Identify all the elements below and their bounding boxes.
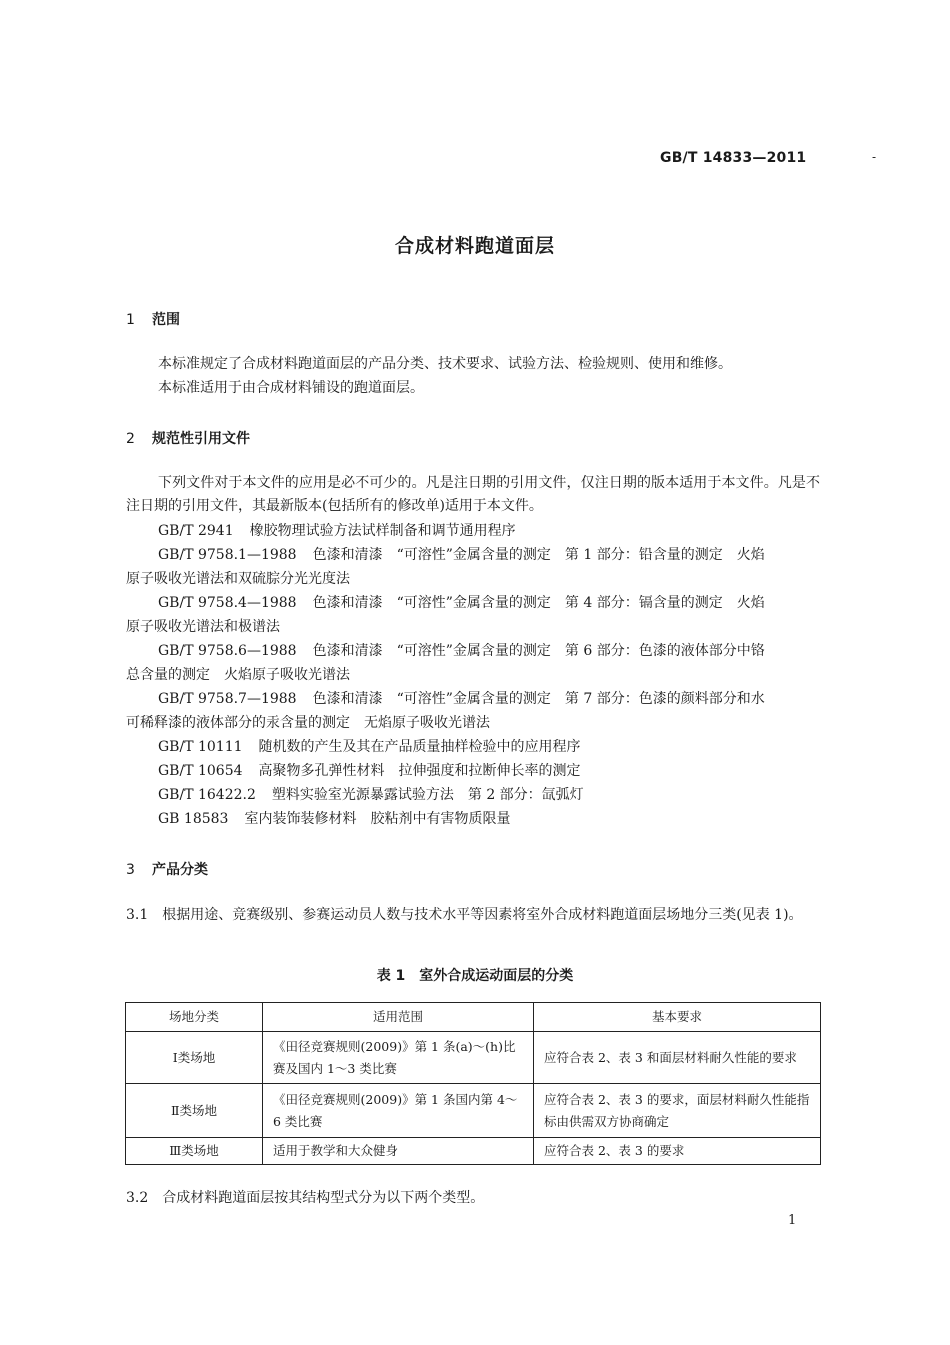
reference-continuation: 原子吸收光谱法和双硫腙分光光度法 — [126, 571, 350, 587]
table-row — [126, 1138, 821, 1165]
section-3-heading — [126, 859, 208, 879]
table-cell: Ⅱ类场地 — [126, 1084, 263, 1138]
table-cell: 适用于教学和大众健身 — [263, 1138, 534, 1165]
reference-code: GB/T 16422.2 — [158, 787, 256, 803]
standard-code: GB/T 14833—2011 — [660, 150, 807, 166]
clause-text: 根据用途、竞赛级别、参赛运动员人数与技术水平等因素将室外合成材料跑道面层场地分三类(见表 1)。 — [162, 907, 803, 923]
reference-item — [158, 735, 581, 759]
reference-item — [158, 591, 765, 615]
reference-code: GB/T 9758.1—1988 — [158, 547, 297, 563]
section-title: 规范性引用文件 — [152, 431, 250, 447]
reference-code: GB/T 2941 — [158, 523, 234, 539]
column-header: 基本要求 — [534, 1003, 821, 1032]
document-title: 合成材料跑道面层 — [394, 235, 555, 257]
reference-code: GB 18583 — [158, 811, 229, 827]
table-cell: 《田径竞赛规则(2009)》第 1 条国内第 4～6 类比赛 — [263, 1084, 534, 1138]
reference-item — [158, 639, 765, 663]
table-cell: 应符合表 2、表 3 和面层材料耐久性能的要求 — [534, 1032, 821, 1084]
reference-title: 色漆和清漆 “可溶性”金属含量的测定 第 4 部分：镉含量的测定 火焰 — [312, 595, 765, 611]
reference-continuation: 原子吸收光谱法和极谱法 — [126, 619, 280, 635]
reference-item — [158, 687, 765, 711]
table-row — [126, 1084, 821, 1138]
classification-table — [125, 1002, 821, 1165]
reference-item — [158, 783, 584, 807]
corner-mark: - — [872, 150, 877, 164]
table-cell: 《田径竞赛规则(2009)》第 1 条(a)～(h)比赛及国内 1～3 类比赛 — [263, 1032, 534, 1084]
reference-item — [158, 519, 516, 543]
column-header: 场地分类 — [126, 1003, 263, 1032]
page-number: 1 — [788, 1213, 797, 1228]
clause-number: 3.2 — [126, 1190, 149, 1206]
reference-code: GB/T 9758.7—1988 — [158, 691, 297, 707]
reference-title: 高聚物多孔弹性材料 拉伸强度和拉断伸长率的测定 — [258, 763, 581, 779]
reference-title: 室内装饰装修材料 胶粘剂中有害物质限量 — [244, 811, 511, 827]
section-2-heading — [126, 428, 250, 448]
reference-item — [158, 807, 510, 831]
intro-paragraph: 下列文件对于本文件的应用是必不可少的。凡是注日期的引用文件，仅注日期的版本适用于本文件。凡是不注日期的引用文件，其最新版本(包括所有的修改单)适用于本文件。 — [126, 475, 820, 514]
table-row — [126, 1032, 821, 1084]
table-cell: Ⅲ类场地 — [126, 1138, 263, 1165]
clause-text: 合成材料跑道面层按其结构型式分为以下两个类型。 — [162, 1190, 485, 1206]
section-number: 2 — [126, 431, 135, 447]
reference-continuation: 总含量的测定 火焰原子吸收光谱法 — [126, 667, 350, 683]
table-header-row — [126, 1003, 821, 1032]
table-cell: 应符合表 2、表 3 的要求，面层材料耐久性能指标由供需双方协商确定 — [534, 1084, 821, 1138]
table-cell: 应符合表 2、表 3 的要求 — [534, 1138, 821, 1165]
section-number: 3 — [126, 862, 135, 878]
reference-title: 塑料实验室光源暴露试验方法 第 2 部分：氙弧灯 — [271, 787, 584, 803]
clause-3-2 — [126, 1187, 484, 1210]
reference-title: 色漆和清漆 “可溶性”金属含量的测定 第 7 部分：色漆的颜料部分和水 — [312, 691, 765, 707]
table-caption: 表 1 室外合成运动面层的分类 — [376, 968, 574, 984]
reference-item — [158, 759, 581, 783]
reference-code: GB/T 10654 — [158, 763, 243, 779]
reference-code: GB/T 9758.4—1988 — [158, 595, 297, 611]
section-title: 范围 — [152, 312, 180, 328]
reference-code: GB/T 9758.6—1988 — [158, 643, 297, 659]
section-1-heading — [126, 309, 180, 329]
paragraph: 本标准规定了合成材料跑道面层的产品分类、技术要求、试验方法、检验规则、使用和维修。 — [158, 356, 732, 372]
clause-number: 3.1 — [126, 907, 149, 923]
reference-title: 色漆和清漆 “可溶性”金属含量的测定 第 6 部分：色漆的液体部分中铬 — [312, 643, 765, 659]
column-header: 适用范围 — [263, 1003, 534, 1032]
paragraph: 本标准适用于由合成材料铺设的跑道面层。 — [158, 380, 424, 396]
reference-title: 随机数的产生及其在产品质量抽样检验中的应用程序 — [258, 739, 581, 755]
reference-item — [158, 543, 765, 567]
reference-continuation: 可稀释漆的液体部分的汞含量的测定 无焰原子吸收光谱法 — [126, 715, 490, 731]
reference-title: 橡胶物理试验方法试样制备和调节通用程序 — [249, 523, 516, 539]
table-cell: Ⅰ类场地 — [126, 1032, 263, 1084]
clause-3-1 — [126, 904, 820, 927]
reference-code: GB/T 10111 — [158, 739, 243, 755]
section-title: 产品分类 — [152, 862, 208, 878]
reference-title: 色漆和清漆 “可溶性”金属含量的测定 第 1 部分：铅含量的测定 火焰 — [312, 547, 765, 563]
section-number: 1 — [126, 312, 135, 328]
